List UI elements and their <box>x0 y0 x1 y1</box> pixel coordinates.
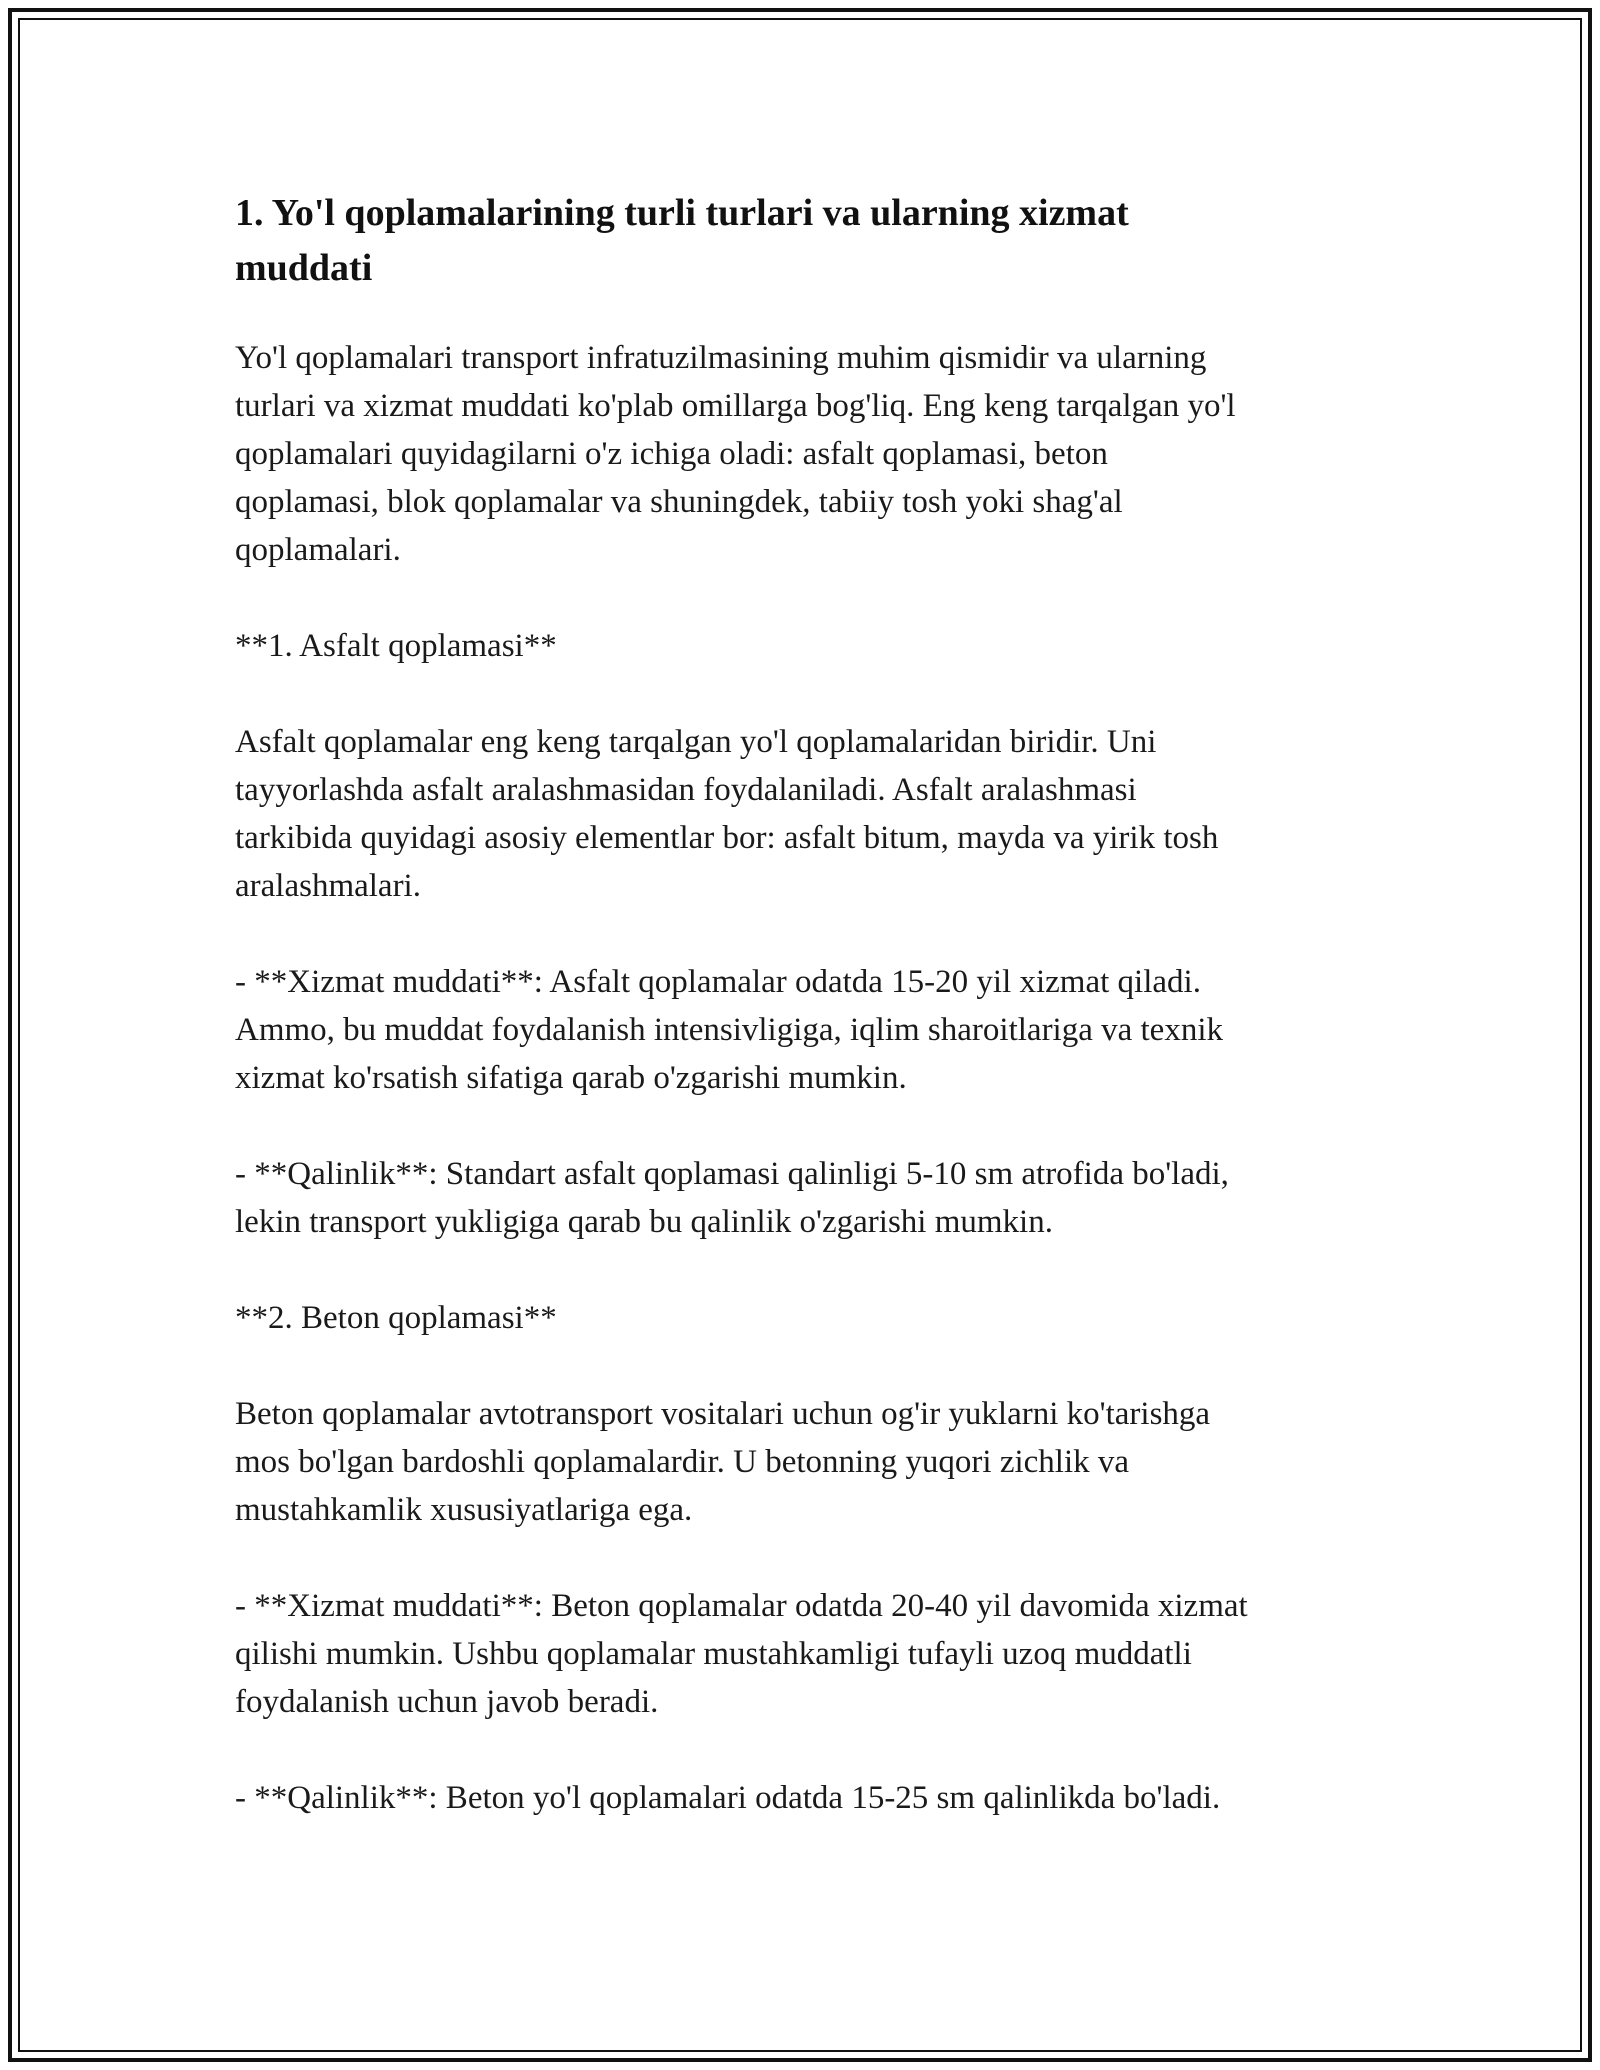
document-title: 1. Yo'l qoplamalarining turli turlari va ularning xizmat muddati <box>235 192 1129 289</box>
beton-thickness-item: - **Qalinlik**: Beton yo'l qoplamalari odatda 15-25 sm qalinlikda bo'ladi. <box>235 1780 1221 1816</box>
beton-service-life-item: - **Xizmat muddati**: Beton qoplamalar odatda 20-40 yil davomida xizmat qilishi mumkin. Ushbu qoplamalar mustahkamligi tufayli uzoq muddatli foydalanish uchun javob beradi. <box>235 1588 1248 1720</box>
asfalt-description-paragraph: Asfalt qoplamalar eng keng tarqalgan yo'l qoplamalaridan biridir. Uni tayyorlashda asfalt aralashmasidan foydalaniladi. Asfalt aralashmasi tarkibida quyidagi asosiy elementlar bor: asfalt bitum, mayda va yirik tosh aralashmalari. <box>235 724 1219 904</box>
document-body <box>235 186 1375 1870</box>
intro-paragraph: Yo'l qoplamalari transport infratuzilmasining muhim qismidir va ularning turlari va xizmat muddati ko'plab omillarga bog'liq. Eng keng tarqalgan yo'l qoplamalari quyidagilarni o'z ichiga oladi: asfalt qoplamasi, beton qoplamasi, blok qoplamalar va shuningdek, tabiiy tosh yoki shag'al qoplamalari. <box>235 340 1236 568</box>
section-heading-asfalt: **1. Asfalt qoplamasi** <box>235 628 557 664</box>
section-heading-beton: **2. Beton qoplamasi** <box>235 1300 557 1336</box>
asfalt-service-life-item: - **Xizmat muddati**: Asfalt qoplamalar odatda 15-20 yil xizmat qiladi. Ammo, bu muddat foydalanish intensivligiga, iqlim sharoitlariga va texnik xizmat ko'rsatish sifatiga qarab o'zgarishi mumkin. <box>235 964 1224 1096</box>
beton-description-paragraph: Beton qoplamalar avtotransport vositalari uchun og'ir yuklarni ko'tarishga mos bo'lgan bardoshli qoplamalardir. U betonning yuqori zichlik va mustahkamlik xususiyatlariga ega. <box>235 1396 1211 1528</box>
asfalt-thickness-item: - **Qalinlik**: Standart asfalt qoplamasi qalinligi 5-10 sm atrofida bo'ladi, lekin transport yukligiga qarab bu qalinlik o'zgarishi mumkin. <box>235 1156 1229 1240</box>
